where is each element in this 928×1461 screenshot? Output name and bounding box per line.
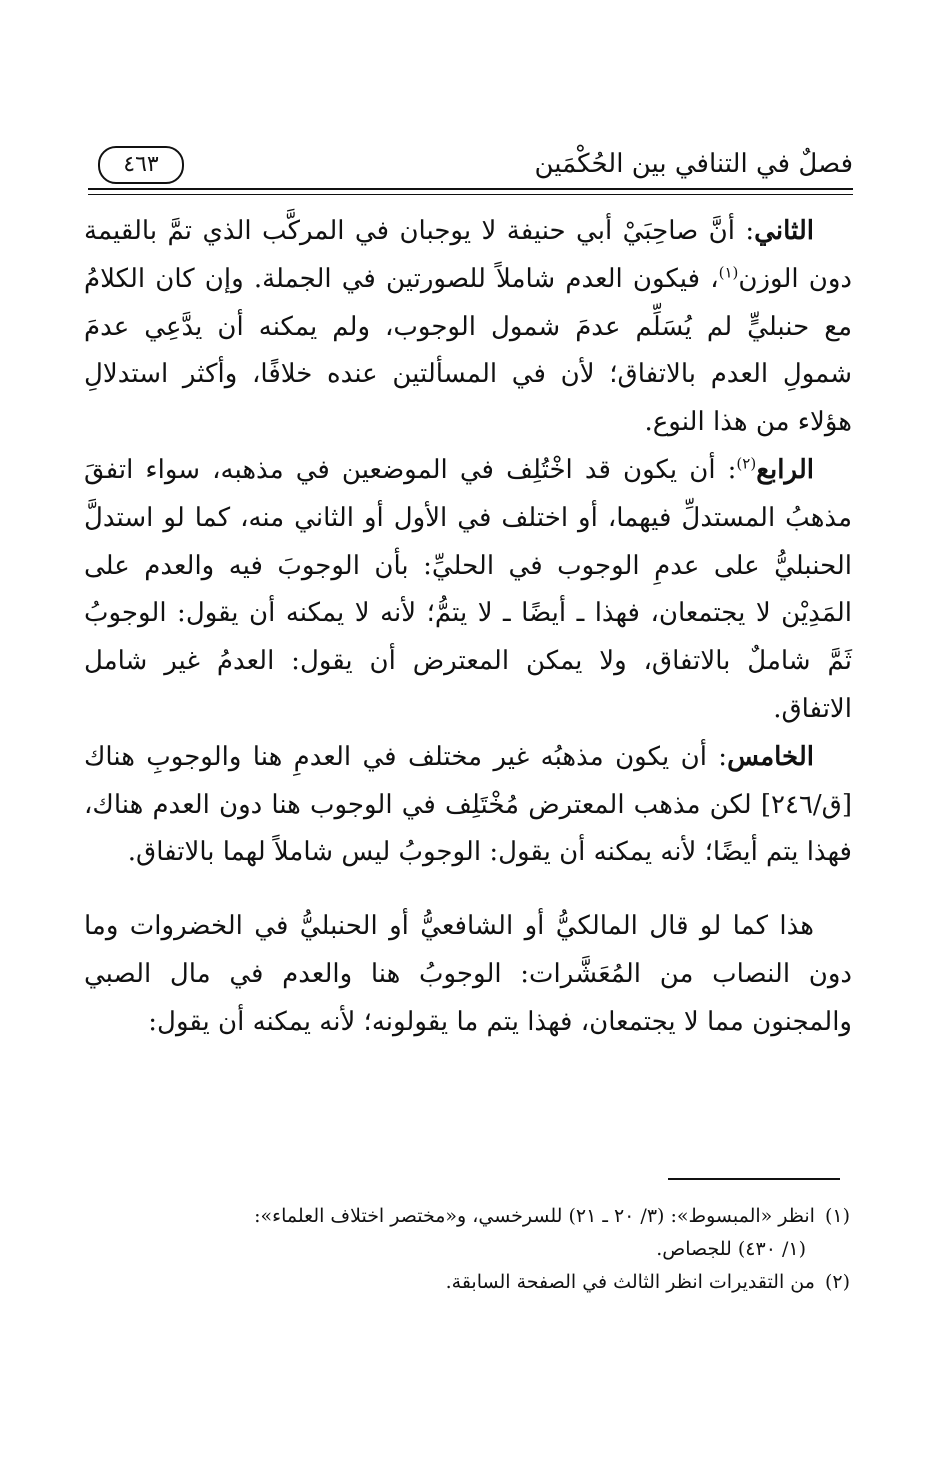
footnote-number: (٢) <box>824 1271 850 1293</box>
paragraph-text: هذا كما لو قال المالكيُّ أو الشافعيُّ أو الحنبليُّ في الخضروات وما دون النصاب من المُعَشَّرات: الوجوبُ هنا والعدم في مال الصبي والمجنون مما لا يجتمعان، فهذا يتم ما يقولونه؛ لأنه يمكنه أن يقول: <box>84 911 852 1037</box>
paragraph-lead: الرابع <box>756 454 814 485</box>
page-number-badge: ٤٦٣ <box>98 146 184 184</box>
paragraph-second <box>84 208 852 447</box>
footnotes <box>88 1200 850 1299</box>
paragraph-lead: الخامس <box>727 741 814 772</box>
header-rule-thin <box>88 194 853 195</box>
paragraph-lead: الثاني <box>754 216 814 246</box>
paragraph-text: ، فيكون العدم شاملاً للصورتين في الجملة. وإن كان الكلامُ مع حنبليٍّ لم يُسَلِّم عدمَ شمول الوجوب، ولم يمكنه أن يدَّعِي عدمَ شمولِ العدم بالاتفاق؛ لأن في المسألتين عنده خلافًا، وأكثر استدلالِ هؤلاء من هذا النوع. <box>84 263 853 438</box>
footnote-text: انظر «المبسوط»: (٣/ ٢٠ ـ ٢١) للسرخسي، و«مختصر اختلاف العلماء»: <box>254 1205 815 1227</box>
paragraph-example <box>84 903 852 1046</box>
footnote-text-continued: (١/ ٤٣٠) للجصاص. <box>656 1238 806 1260</box>
paragraph-fifth <box>84 734 852 877</box>
footnote-marker: (٢) <box>736 454 757 473</box>
main-text <box>84 208 852 1047</box>
paragraph-fourth <box>84 447 852 734</box>
footnote-number: (١) <box>824 1205 850 1227</box>
paragraph-text: : أنَّ صاحِبَيْ أبي حنيفة لا يوجبان في المركَّب الذي تمَّ بالقيمة دون الوزن <box>84 216 853 294</box>
footnote-marker: (١) <box>718 263 739 282</box>
paragraph-text: : أن يكون مذهبُه غير مختلف في العدمِ هنا والوجوبِ هناك [ق/٢٤٦] لكن مذهب المعترض مُخْتَلِف في الوجوب هنا دون العدم هناك، فهذا يتم أيضًا؛ لأنه يمكنه أن يقول: الوجوبُ ليس شاملاً لهما بالاتفاق. <box>84 741 852 868</box>
footnote-text: من التقديرات انظر الثالث في الصفحة السابقة. <box>445 1271 815 1293</box>
running-title: فصلٌ في التنافي بين الحُكْمَين <box>534 149 853 179</box>
header-rule-thick <box>88 188 853 190</box>
footnote-1 <box>88 1200 850 1266</box>
footnote-2 <box>88 1266 850 1299</box>
footnote-separator <box>668 1178 840 1180</box>
page-header <box>88 138 853 194</box>
paragraph-text: : أن يكون قد اخْتُلِف في الموضعين في مذهبه، سواء اتفقَ مذهبُ المستدلِّ فيهما، أو اختلف في الأول أو الثاني منه، كما لو استدلَّ الحنبليُّ على عدمِ الوجوب في الحليِّ: بأن الوجوبَ فيه والعدم على المَدِيْن لا يجتمعان، فهذا ـ أيضًا ـ لا يتمُّ؛ لأنه لا يمكنه أن يقول: الوجوبُ ثَمَّ شاملٌ بالاتفاق، ولا يمكن المعترض أن يقول: العدمُ غير شامل الاتفاق. <box>84 454 852 724</box>
